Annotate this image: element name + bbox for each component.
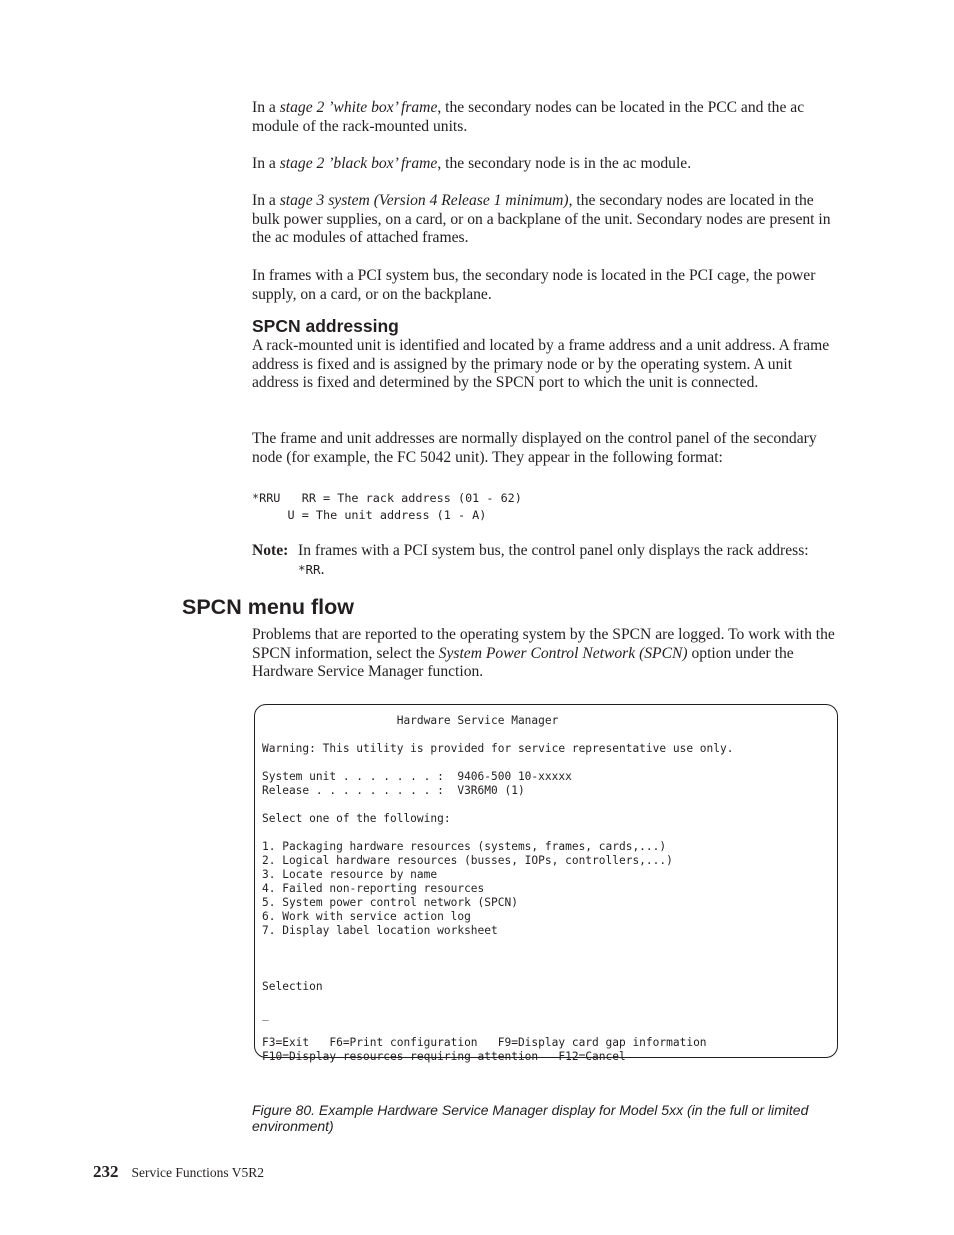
note-text: In frames with a PCI system bus, the control panel only displays the rack address: *RR.	[298, 542, 809, 578]
paragraph-stage3: In a stage 3 system (Version 4 Release 1 minimum), the secondary nodes are located in the bulk power supplies, on a card, or on a backplane of the unit. Secondary nodes are present in the ac modules of attached frames.	[252, 192, 831, 247]
paragraph-addressing-2: The frame and unit addresses are normally displayed on the control panel of the secondary node (for example, the FC 5042 unit). They appear in the following format:	[252, 430, 817, 466]
document-title: Service Functions V5R2	[131, 1165, 264, 1180]
hardware-service-manager-screen	[254, 704, 838, 1063]
paragraph-pci: In frames with a PCI system bus, the secondary node is located in the PCI cage, the power supply, on a card, or on the backplane.	[252, 267, 816, 303]
paragraph-addressing-1: A rack-mounted unit is identified and located by a frame address and a unit address. A frame address is fixed and is assigned by the primary node or by the operating system. A unit address is fixed and determined by the SPCN port to which the unit is connected.	[252, 337, 830, 392]
note	[252, 542, 842, 578]
page-footer	[93, 1163, 264, 1183]
paragraph-black-box: In a stage 2 ’black box’ frame, the secondary node is in the ac module.	[252, 155, 692, 172]
address-format-code: *RRU RR = The rack address (01 - 62) U = The unit address (1 - A)	[252, 491, 522, 522]
screen-text: Hardware Service Manager Warning: This utility is provided for service representative use only. System unit . . . . . . . : 9406-500 10-xxxxx Release . . . . . . . . . : V3R6M0 (1) Select one of the following: 1. Packaging hardware resources (systems, frames, cards,...) 2. Logical hardware resources (busses, IOPs, controllers,...) 3. Locate resource by name 4. Failed non-reporting resources 5. System power control network (SPCN) 6. Work with service action log 7. Display label location worksheet Selection _ F3=Exit F6=Print configuration F9=Display card gap information F10=Display resources requiring attention F12=Cancel	[262, 714, 734, 1063]
figure-caption: Figure 80. Example Hardware Service Manager display for Model 5xx (in the full or limited environment)	[252, 1102, 809, 1134]
paragraph-menu-flow: Problems that are reported to the operating system by the SPCN are logged. To work with the SPCN information, select the System Power Control Network (SPCN) option under the Hardware Service Manager function.	[252, 626, 835, 681]
heading-spcn-addressing: SPCN addressing	[252, 316, 399, 336]
note-label: Note:	[252, 542, 289, 559]
page-number: 232	[93, 1162, 119, 1181]
paragraph-white-box: In a stage 2 ’white box’ frame, the secondary nodes can be located in the PCC and the ac module of the rack-mounted units.	[252, 99, 805, 135]
heading-spcn-menu-flow: SPCN menu flow	[182, 595, 355, 619]
